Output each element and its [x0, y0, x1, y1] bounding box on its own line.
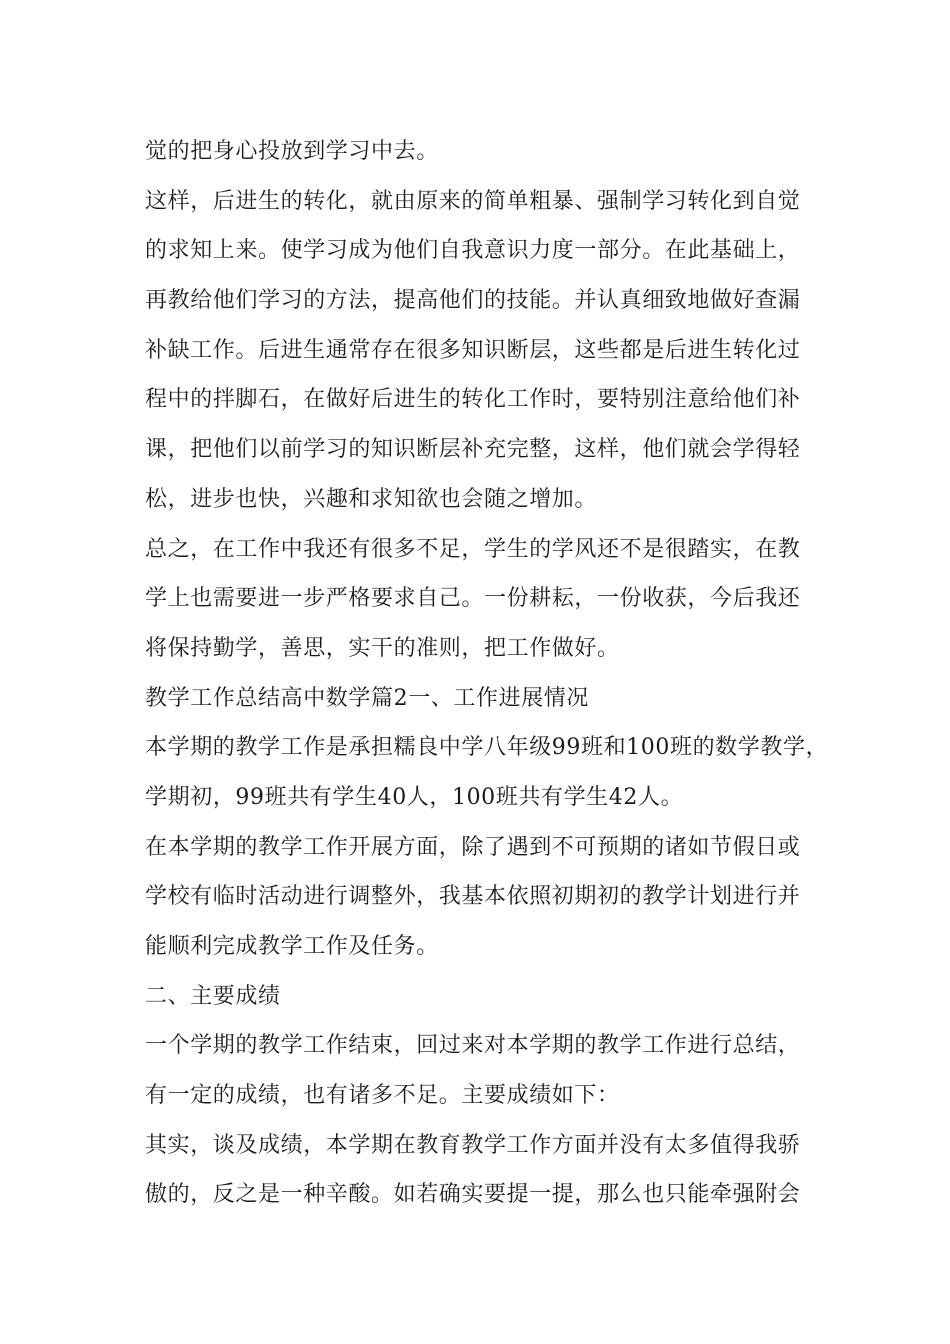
- text-line: 其实，谈及成绩，本学期在教育教学工作方面并没有太多值得我骄: [145, 1132, 801, 1158]
- text-line: 再教给他们学习的方法，提高他们的技能。并认真细致地做好查漏: [145, 288, 801, 314]
- text-line: 本学期的教学工作是承担糯良中学八年级99班和100班的数学教学，: [145, 735, 829, 761]
- text-line: 在本学期的教学工作开展方面，除了遇到不可预期的诸如节假日或: [145, 834, 801, 860]
- text-line: 能顺利完成教学工作及任务。: [145, 934, 439, 959]
- text-line: 的求知上来。使学习成为他们自我意识力度一部分。在此基础上，: [145, 238, 801, 264]
- text-line: 这样，后进生的转化，就由原来的简单粗暴、强制学习转化到自觉: [145, 188, 801, 214]
- text-line: 松，进步也快，兴趣和求知欲也会随之增加。: [145, 486, 598, 512]
- section-heading: 二、主要成绩: [145, 983, 281, 1009]
- text-line: 课，把他们以前学习的知识断层补充完整，这样，他们就会学得轻: [145, 437, 801, 463]
- text-line: 将保持勤学，善思，实干的准则，把工作做好。: [145, 635, 620, 661]
- text-line: 总之，在工作中我还有很多不足，学生的学风还不是很踏实，在教: [145, 536, 801, 562]
- section-heading: 教学工作总结高中数学篇2一、工作进展情况: [145, 685, 589, 711]
- text-line: 补缺工作。后进生通常存在很多知识断层，这些都是后进生转化过: [145, 337, 801, 363]
- text-line: 学上也需要进一步严格要求自己。一份耕耘，一份收获，今后我还: [145, 586, 801, 612]
- text-line: 程中的拌脚石，在做好后进生的转化工作时，要特别注意给他们补: [145, 387, 801, 413]
- text-line: 学期初，99班共有学生40人，100班共有学生42人。: [145, 784, 684, 810]
- text-line: 有一定的成绩，也有诸多不足。主要成绩如下：: [145, 1083, 620, 1109]
- text-line: 傲的，反之是一种辛酸。如若确实要提一提，那么也只能牵强附会: [145, 1182, 801, 1208]
- text-line: 觉的把身心投放到学习中去。: [145, 139, 439, 164]
- text-line: 学校有临时活动进行调整外，我基本依照初期初的教学计划进行并: [145, 884, 801, 910]
- document-body: [145, 127, 835, 1220]
- text-line: 一个学期的教学工作结束，回过来对本学期的教学工作进行总结，: [145, 1033, 801, 1059]
